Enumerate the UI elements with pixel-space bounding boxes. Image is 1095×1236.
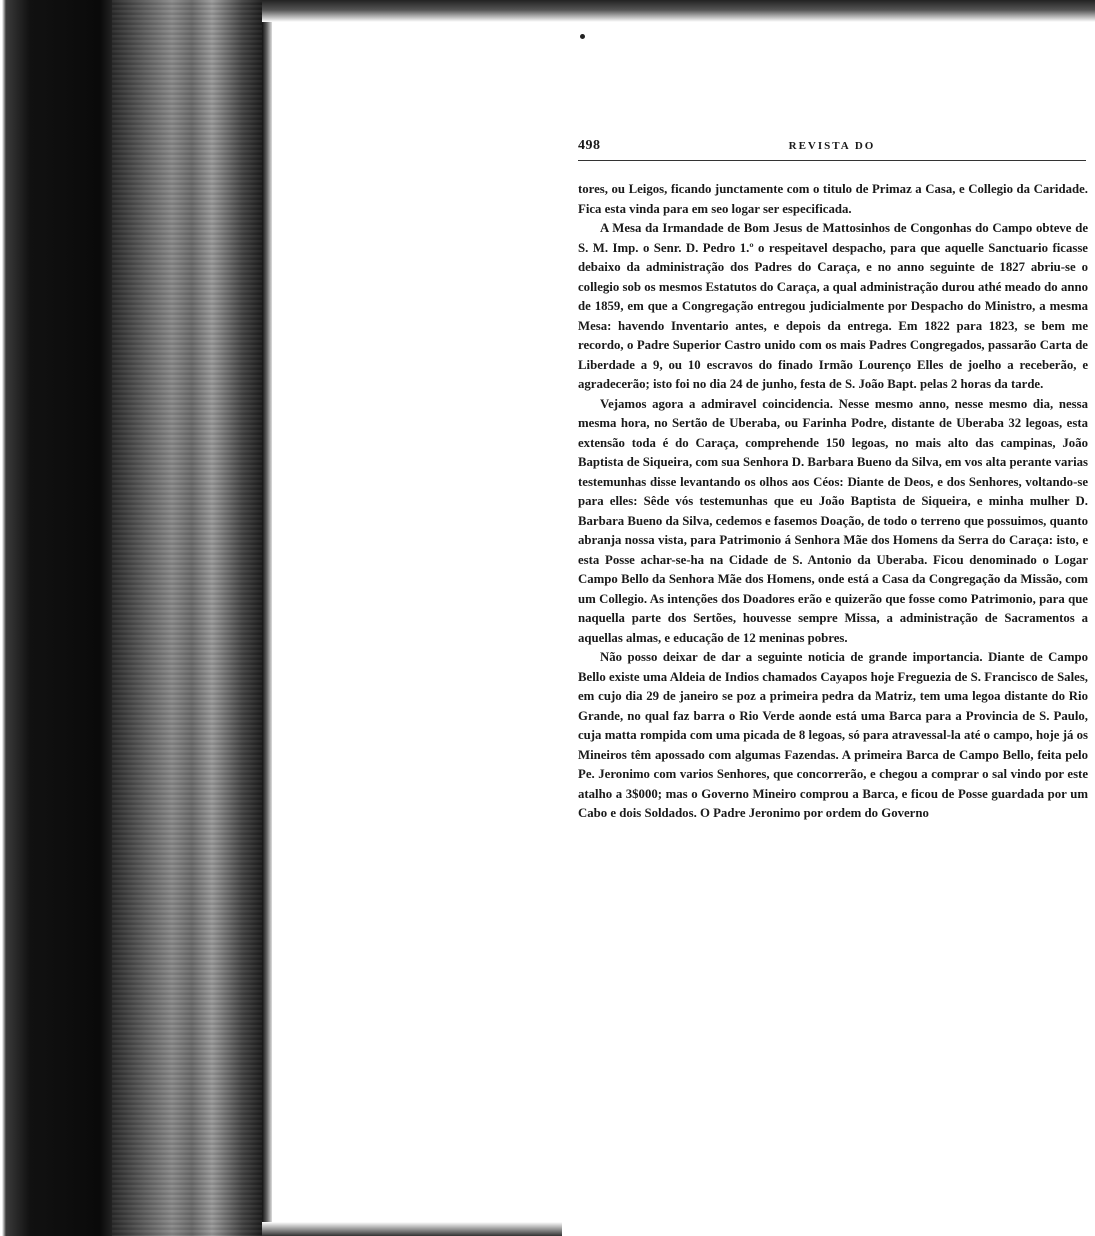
page-number: 498	[578, 138, 601, 153]
page-gutter	[262, 0, 272, 1236]
ink-spot	[580, 34, 585, 39]
page-header	[578, 138, 1086, 161]
page-edge-bottom	[262, 1222, 562, 1236]
page-body	[578, 180, 1088, 824]
book-spine	[112, 0, 262, 1236]
paragraph-2: A Mesa da Irmandade de Bom Jesus de Mattosinhos de Congonhas do Campo obteve de S. M. Imp. o Senr. D. Pedro 1.º o respeitavel despacho, para que aquelle Sanctuario ficasse debaixo da administração dos Padres do Caraça, e no anno seguinte de 1827 abriu-se o collegio sob os mesmos Estatutos do Caraça, a qual administração durou athé meado do anno de 1859, em que a Congregação entregou judicialmente por Despacho do Ministro, a mesma Mesa: havendo Inventario antes, e depois da entrega. Em 1822 para 1823, se bem me recordo, o Padre Superior Castro unido com os mais Padres Congregados, passarão Carta de Liberdade a 9, ou 10 escravos do finado Irmão Lourenço Elles de joelho a receberão, e agradecerão; isto foi no dia 24 de junho, festa de S. João Bapt. pelas 2 horas da tarde.	[578, 221, 1088, 391]
paragraph-4: Não posso deixar de dar a seguinte noticia de grande importancia. Diante de Campo Bello existe uma Aldeia de Indios chamados Cayapos hoje Freguezia de S. Francisco de Sales, em cujo dia 29 de janeiro se poz a primeira pedra da Matriz, tem uma legoa distante do Rio Grande, no qual faz barra o Rio Verde aonde está uma Barca para a Provincia de S. Paulo, cuja matta rompida com uma picada de 8 legoas, só para atravessal-la até o campo, hoje já os Mineiros têm apossado com algumas Fazendas. A primeira Barca de Campo Bello, feita pelo Pe. Jeronimo com varios Senhores, que concorrerão, e chegou a comprar o sal vindo por este atalho a 3$000; mas o Governo Mineiro comprou a Barca, e ficou de Posse guardada por um Cabo e dois Soldados. O Padre Jeronimo por ordem do Governo	[578, 650, 1088, 820]
paragraph-3: Vejamos agora a admiravel coincidencia. Nesse mesmo anno, nesse mesmo dia, nessa mesma hora, no Sertão de Uberaba, ou Farinha Podre, distante de Uberaba 32 legoas, esta extensão toda é do Caraça, comprehende 150 legoas, no mais alto das campinas, João Baptista de Siqueira, com sua Senhora D. Barbara Bueno da Silva, em vos alta perante varias testemunhas disse levantando os olhos aos Céos: Diante de Deos, e dos Senhores, voltando-se para elles: Sêde vós testemunhas que eu João Baptista de Siqueira, e minha mulher D. Barbara Bueno da Silva, cedemos e fasemos Doação, de todo o terreno que possuimos, quanto abranja nossa vista, para Patrimonio á Senhora Mãe dos Homens da Serra do Caraça: isto, e esta Posse achar-se-ha na Cidade de S. Antonio da Uberaba. Ficou denominado o Logar Campo Bello da Senhora Mãe dos Homens, onde está a Casa da Congregação da Missão, com um Collegio. As intenções dos Doadores erão e quizerão que fosse como Patrimonio, para que naquella parte dos Sertões, houvesse sempre Missa, a administração de Sacramentos a aquellas almas, e educação de 12 meninas pobres.	[578, 396, 1088, 645]
paragraph-1: tores, ou Leigos, ficando junctamente com o titulo de Primaz a Casa, e Collegio da Caridade. Fica esta vinda para em seo logar ser especificada.	[578, 182, 1088, 216]
book-binding	[0, 0, 112, 1236]
running-head: REVISTA DO	[788, 140, 876, 152]
page-edge-top	[262, 0, 1095, 22]
